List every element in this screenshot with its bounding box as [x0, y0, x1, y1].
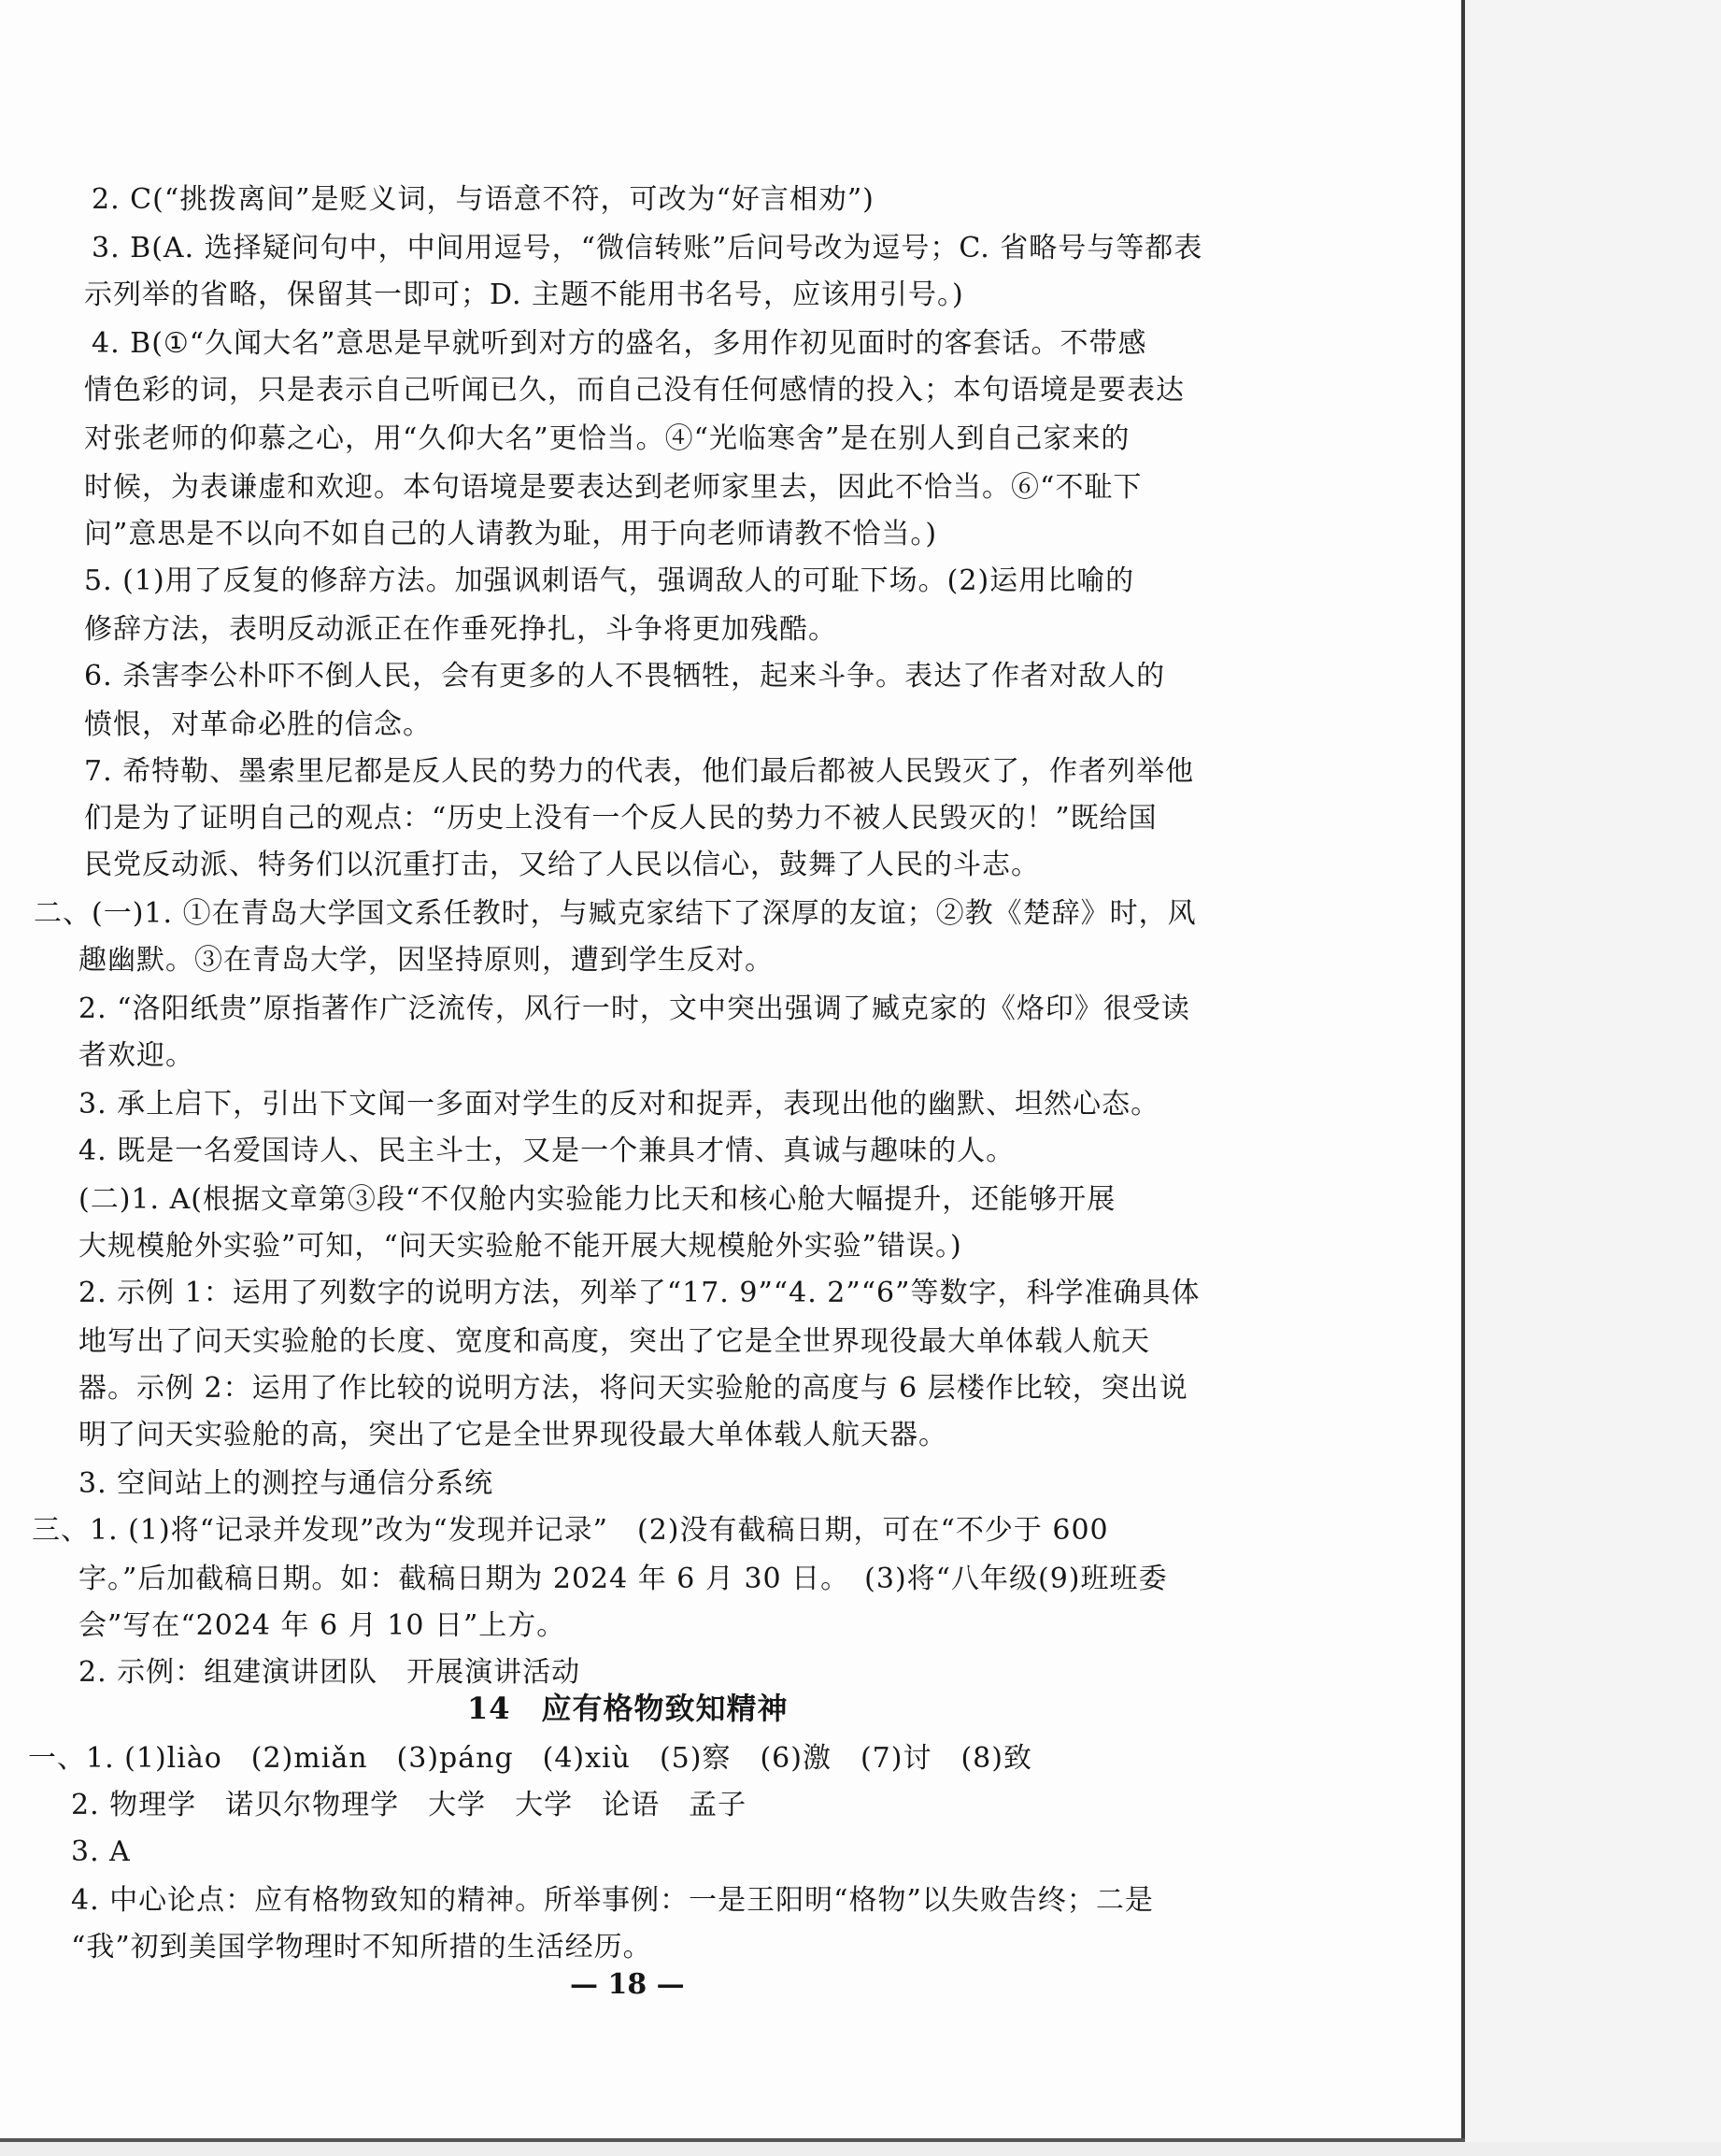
answer-line: 字。”后加截稿日期。如：截稿日期为 2024 年 6 月 30 日。 (3)将“八年级(9)班班委 — [78, 1563, 1168, 1595]
answer-line: (二)1. A(根据文章第③段“不仅舱内实验能力比天和核心舱大幅提升，还能够开展 — [78, 1183, 1117, 1216]
answer-line: 5. (1)用了反复的修辞方法。加强讽刺语气，强调敌人的可耻下场。(2)运用比喻的 — [84, 564, 1135, 597]
answer-line: 示列举的省略，保留其一即可；D. 主题不能用书名号，应该用引号。) — [84, 278, 964, 311]
answer-line: 6. 杀害李公朴吓不倒人民，会有更多的人不畏牺牲，起来斗争。表达了作者对敌人的 — [84, 660, 1166, 692]
answer-line: 3. A — [71, 1835, 131, 1868]
section-title: 14 应有格物致知精神 — [467, 1691, 789, 1726]
answer-line: 愤恨，对革命必胜的信念。 — [84, 708, 432, 741]
answer-line: 们是为了证明自己的观点：“历史上没有一个反人民的势力不被人民毁灭的！”既给国 — [84, 802, 1158, 835]
answer-line: 器。示例 2：运用了作比较的说明方法，将问天实验舱的高度与 6 层楼作比较，突出说 — [78, 1372, 1188, 1405]
answer-line: 民党反动派、特务们以沉重打击，又给了人民以信心，鼓舞了人民的斗志。 — [84, 849, 1040, 881]
answer-line: 3. B(A. 选择疑问句中，中间用逗号，“微信转账”后问号改为逗号；C. 省略号与等都表 — [92, 232, 1203, 264]
answer-line: 大规模舱外实验”可知，“问天实验舱不能开展大规模舱外实验”错误。) — [78, 1230, 962, 1263]
answer-line: 趣幽默。③在青岛大学，因坚持原则，遭到学生反对。 — [78, 944, 774, 977]
answer-line: 2. 示例：组建演讲团队 开展演讲活动 — [78, 1656, 581, 1689]
answer-line: 一、1. (1)liào (2)miǎn (3)páng (4)xiù (5)察 (6)激 (7)讨 (8)致 — [28, 1742, 1032, 1775]
answer-line: 2. “洛阳纸贵”原指著作广泛流传，风行一时，文中突出强调了臧克家的《烙印》很受读 — [78, 992, 1190, 1025]
answer-line: 3. 承上启下，引出下文闻一多面对学生的反对和捉弄，表现出他的幽默、坦然心态。 — [78, 1088, 1160, 1121]
answer-line: 二、(一)1. ①在青岛大学国文系任教时，与臧克家结下了深厚的友谊；②教《楚辞》时，风 — [34, 897, 1197, 930]
answer-line: 对张老师的仰慕之心，用“久仰大名”更恰当。④“光临寒舍”是在别人到自己家来的 — [84, 422, 1131, 455]
answer-line: 4. B(①“久闻大名”意思是早就听到对方的盛名，多用作初见面时的客套话。不带感 — [92, 327, 1147, 360]
answer-line: 2. 示例 1：运用了列数字的说明方法，列举了“17. 9”“4. 2”“6”等数字，科学准确具体 — [78, 1277, 1201, 1309]
answer-line: 地写出了问天实验舱的长度、宽度和高度，突出了它是全世界现役最大单体载人航天 — [78, 1325, 1150, 1358]
page-edge-bottom — [0, 2138, 1465, 2142]
answer-line: 三、1. (1)将“记录并发现”改为“发现并记录” (2)没有截稿日期，可在“不少于 600 — [32, 1514, 1109, 1547]
answer-line: 明了问天实验舱的高，突出了它是全世界现役最大单体载人航天器。 — [78, 1419, 947, 1451]
answer-line: 修辞方法，表明反动派正在作垂死挣扎，斗争将更加残酷。 — [84, 613, 837, 646]
answer-line: 情色彩的词，只是表示自己听闻已久，而自己没有任何感情的投入；本句语境是要表达 — [84, 374, 1185, 407]
answer-line: 者欢迎。 — [78, 1039, 194, 1072]
answer-line: 4. 中心论点：应有格物致知的精神。所举事例：一是王阳明“格物”以失败告终；二是 — [71, 1884, 1154, 1917]
answer-line: 时候，为表谦虚和欢迎。本句语境是要表达到老师家里去，因此不恰当。⑥“不耻下 — [84, 471, 1143, 504]
answer-line: 2. 物理学 诺贝尔物理学 大学 大学 论语 孟子 — [71, 1789, 747, 1821]
answer-line: 3. 空间站上的测控与通信分系统 — [78, 1467, 494, 1500]
answer-line: “我”初到美国学物理时不知所措的生活经历。 — [71, 1931, 652, 1963]
scan-background-bottom — [0, 2142, 1721, 2156]
scan-background-right — [1465, 0, 1721, 2156]
answer-line: 会”写在“2024 年 6 月 10 日”上方。 — [78, 1609, 566, 1642]
page-edge-right — [1461, 0, 1465, 2140]
answer-line: 7. 希特勒、墨索里尼都是反人民的势力的代表，他们最后都被人民毁灭了，作者列举他 — [84, 755, 1195, 788]
answer-line: 问”意思是不以向不如自己的人请教为耻，用于向老师请教不恰当。) — [84, 518, 938, 550]
answer-line: 4. 既是一名爱国诗人、民主斗士，又是一个兼具才情、真诚与趣味的人。 — [78, 1135, 1016, 1167]
answer-line: 2. C(“挑拨离间”是贬义词，与语意不符，可改为“好言相劝”) — [92, 183, 875, 216]
page-number: — 18 — — [570, 1968, 685, 2001]
